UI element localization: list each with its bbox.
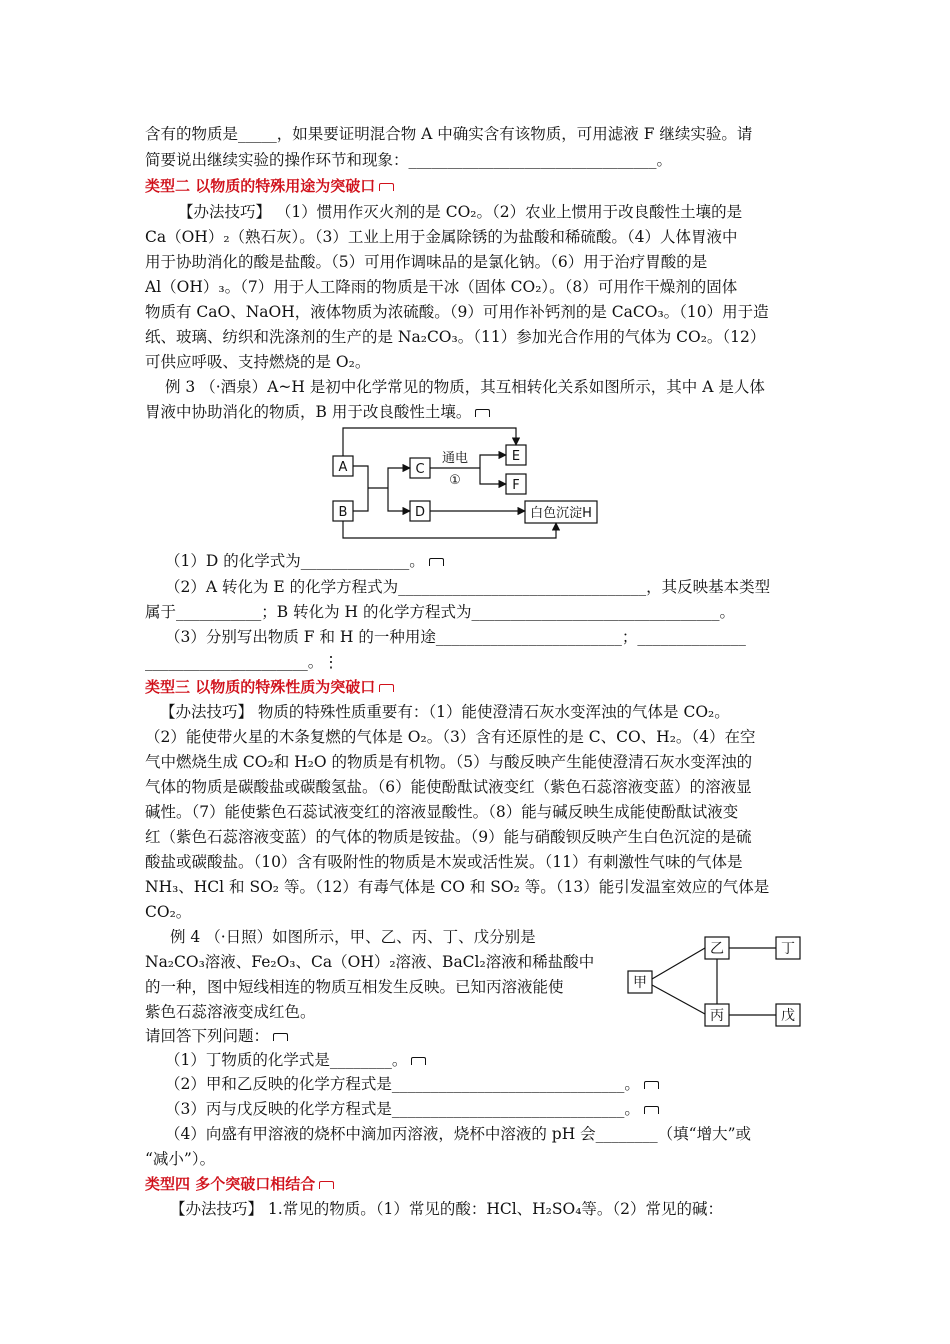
text-line: 气中燃烧生成 CO₂和 H₂O 的物质是有机物。（5）与酸反映产生能使澄清石灰水变浑浊的 xyxy=(145,753,753,771)
node-H: 白色沉淀H xyxy=(530,506,592,521)
text-line: 【办法技巧】 （1）惯用作灭火剂的是 CO₂。（2）农业上惯用于改良酸性土壤的是 xyxy=(178,203,743,221)
mark-icon xyxy=(273,1033,288,1041)
condition-number: ① xyxy=(449,473,461,488)
text-line: 物质有 CaO、NaOH，液体物质为浓硫酸。（9）可用作补钙剂的是 CaCO₃。（10）用于造 xyxy=(145,303,769,321)
flow-diagram xyxy=(330,424,610,544)
text-line: 胃液中协助消化的物质，B 用于改良酸性土壤。 xyxy=(145,399,490,425)
text-line: 的一种，图中短线相连的物质互相发生反映。已知丙溶液能使 xyxy=(145,978,564,996)
text-line: 【办法技巧】 1.常见的物质。（1）常见的酸：HCl、H₂SO₄等。（2）常见的碱： xyxy=(170,1200,724,1218)
text-line: 气体的物质是碳酸盐或碳酸氢盐。（6）能使酚酞试液变红（紫色石蕊溶液变蓝）的溶液显 xyxy=(145,778,752,796)
mark-icon xyxy=(475,409,490,417)
node-jia: 甲 xyxy=(633,975,647,991)
text-line: 碱性。（7）能使紫色石蕊试液变红的溶液显酸性。（8）能与碱反映生成能使酚酞试液变 xyxy=(145,803,739,821)
node-ding: 丁 xyxy=(781,941,795,957)
question-line: （1）D 的化学式为______________。 xyxy=(165,548,444,574)
text-line: 含有的物质是_____，如果要证明混合物 A 中确实含有该物质，可用滤液 F 继续实验。请 xyxy=(145,125,753,143)
text-line: 紫色石蕊溶液变成红色。 xyxy=(145,1003,316,1021)
text-line: _____________________。⋮ xyxy=(145,653,339,671)
text-line: 【办法技巧】 物质的特殊性质重要有：（1）能使澄清石灰水变浑浊的气体是 CO₂。 xyxy=(160,703,730,721)
text-line: 可供应呼吸、支持燃烧的是 O₂。 xyxy=(145,353,371,371)
mark-icon xyxy=(379,684,394,692)
mark-icon xyxy=(429,558,444,566)
example-4-line: 例 4 （·日照）如图所示，甲、乙、丙、丁、戊分别是 xyxy=(170,928,536,946)
question-line: （4）向盛有甲溶液的烧杯中滴加丙溶液，烧杯中溶液的 pH 会________（填“增大”或 xyxy=(165,1125,752,1143)
mark-icon xyxy=(411,1057,426,1065)
mark-icon xyxy=(379,183,394,191)
question-line: （2）A 转化为 E 的化学方程式为________________________________，其反映基本类型 xyxy=(165,578,771,596)
mark-icon xyxy=(644,1081,659,1089)
node-yi: 乙 xyxy=(710,941,724,957)
section-heading-type3: 类型三 以物质的特殊性质为突破口 xyxy=(145,674,394,700)
text-line: 属于___________；B 转化为 H 的化学方程式为________________________________。 xyxy=(145,603,735,621)
text-line: 请回答下列问题： xyxy=(145,1023,288,1049)
text-line: NH₃、HCl 和 SO₂ 等。（12）有毒气体是 CO 和 SO₂ 等。（13）能引发温室效应的气体是 xyxy=(145,878,770,896)
example-3-line: 例 3 （·酒泉）A~H 是初中化学常见的物质，其互相转化关系如图所示，其中 A 是人体 xyxy=(165,378,765,396)
text-line: 纸、玻璃、纺织和洗涤剂的生产的是 Na₂CO₃。（11）参加光合作用的气体为 CO₂。（12） xyxy=(145,328,766,346)
condition-label: 通电 xyxy=(441,451,469,466)
node-A: A xyxy=(338,460,348,475)
section-heading-type2: 类型二 以物质的特殊用途为突破口 xyxy=(145,173,394,199)
text-line: （2）能使带火星的木条复燃的气体是 O₂。（3）含有还原性的是 C、CO、H₂。（4）在空 xyxy=(145,728,756,746)
node-B: B xyxy=(338,505,348,520)
question-line: （2）甲和乙反映的化学方程式是______________________________。 xyxy=(165,1071,659,1097)
text-line: 红（紫色石蕊溶液变蓝）的气体的物质是铵盐。（9）能与硝酸钡反映产生白色沉淀的是硫 xyxy=(145,828,752,846)
node-D: D xyxy=(414,505,426,520)
text-line: CO₂。 xyxy=(145,903,192,921)
text-line: Ca（OH）₂（熟石灰）。（3）工业上用于金属除锈的为盐酸和稀硫酸。（4）人体胃液中 xyxy=(145,228,738,246)
text-line: “减小”）。 xyxy=(145,1150,216,1168)
node-C: C xyxy=(415,462,425,477)
section-heading-type4: 类型四 多个突破口相结合 xyxy=(145,1171,334,1197)
question-line: （1）丁物质的化学式是________。 xyxy=(165,1047,426,1073)
node-E: E xyxy=(511,449,521,464)
question-line: （3）分别写出物质 F 和 H 的一种用途________________________；______________ xyxy=(165,628,746,646)
text-line: 酸盐或碳酸盐。（10）含有吸附性的物质是木炭或活性炭。（11）有刺激性气味的气体是 xyxy=(145,853,743,871)
question-line: （3）丙与戊反映的化学方程式是______________________________。 xyxy=(165,1096,659,1122)
node-wu: 戊 xyxy=(781,1008,795,1024)
node-F: F xyxy=(512,478,520,493)
text-line: 简要说出继续实验的操作环节和现象：________________________________。 xyxy=(145,151,673,169)
mark-icon xyxy=(319,1181,334,1189)
node-bing: 丙 xyxy=(710,1008,724,1024)
reaction-diagram xyxy=(620,930,810,1032)
text-line: Al（OH）₃。（7）用于人工降雨的物质是干冰（固体 CO₂）。（8）可用作干燥剂的固体 xyxy=(145,278,738,296)
mark-icon xyxy=(644,1106,659,1114)
text-line: 用于协助消化的酸是盐酸。（5）可用作调味品的是氯化钠。（6）用于治疗胃酸的是 xyxy=(145,253,708,271)
text-line: Na₂CO₃溶液、Fe₂O₃、Ca（OH）₂溶液、BaCl₂溶液和稀盐酸中 xyxy=(145,953,595,971)
